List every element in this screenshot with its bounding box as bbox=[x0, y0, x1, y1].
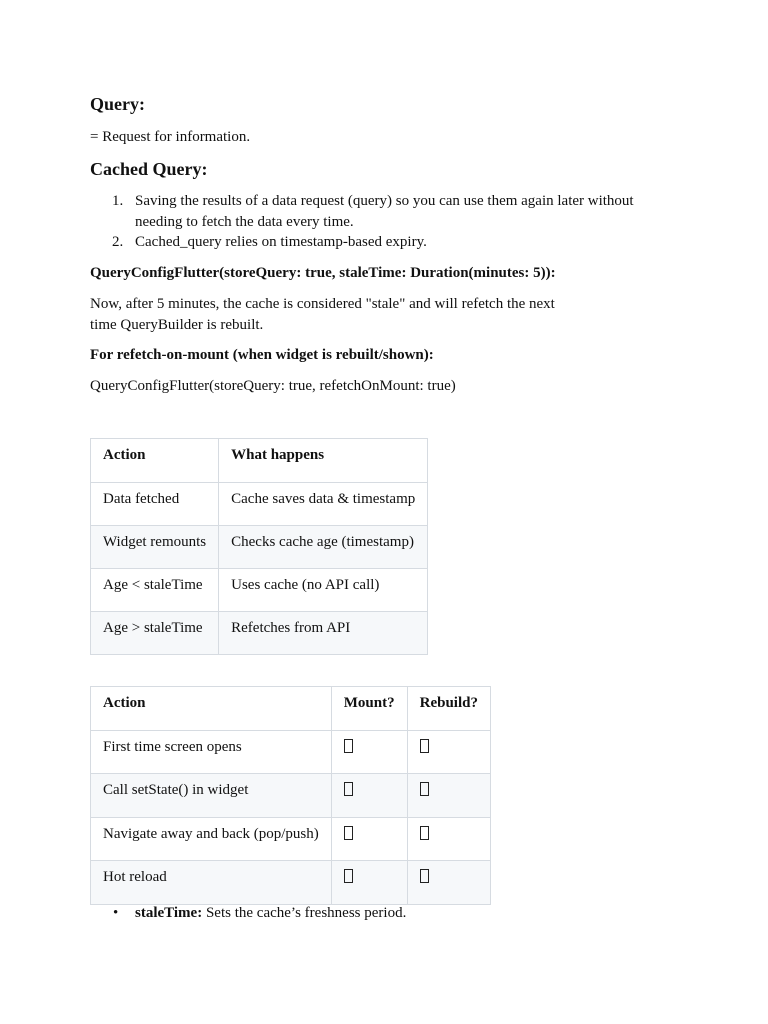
table-cell bbox=[331, 730, 407, 774]
cached-query-list bbox=[90, 191, 650, 253]
config-line: QueryConfigFlutter(storeQuery: true, staleTime: Duration(minutes: 5)): bbox=[90, 265, 556, 281]
table-cell: Refetches from API bbox=[219, 612, 428, 655]
missing-glyph-box-icon bbox=[420, 782, 429, 796]
cache-behavior-table bbox=[90, 438, 428, 655]
table-row bbox=[91, 612, 428, 655]
missing-glyph-box-icon bbox=[420, 739, 429, 753]
list-item bbox=[90, 903, 406, 923]
list-item bbox=[90, 232, 650, 253]
table-row bbox=[91, 483, 428, 526]
table-row bbox=[91, 817, 491, 861]
table-row bbox=[91, 774, 491, 818]
table-cell: Data fetched bbox=[91, 483, 219, 526]
list-item-text: Saving the results of a data request (query) so you can use them again later without needing to fetch the data every time. bbox=[135, 193, 634, 230]
stale-explanation: Now, after 5 minutes, the cache is considered "stale" and will refetch the next time QueryBuilder is rebuilt. bbox=[90, 296, 555, 333]
mount-rebuild-table bbox=[90, 686, 491, 905]
column-header-what-happens: What happens bbox=[219, 439, 428, 483]
table-cell: Age > staleTime bbox=[91, 612, 219, 655]
cached-query-heading: Cached Query: bbox=[90, 159, 208, 179]
table-cell: Navigate away and back (pop/push) bbox=[91, 817, 332, 861]
list-number: 2. bbox=[112, 234, 124, 250]
bullet-term: staleTime: bbox=[135, 905, 203, 921]
table-cell: Hot reload bbox=[91, 861, 332, 905]
column-header-action: Action bbox=[91, 439, 219, 483]
missing-glyph-box-icon bbox=[344, 826, 353, 840]
list-item-text: Cached_query relies on timestamp-based expiry. bbox=[135, 234, 427, 250]
table-cell bbox=[331, 861, 407, 905]
table-cell: Age < staleTime bbox=[91, 569, 219, 612]
table-row bbox=[91, 569, 428, 612]
table-cell: Widget remounts bbox=[91, 526, 219, 569]
bullet-text: Sets the cache’s freshness period. bbox=[202, 905, 407, 921]
list-number: 1. bbox=[112, 193, 124, 209]
table-row bbox=[91, 730, 491, 774]
table-cell: Uses cache (no API call) bbox=[219, 569, 428, 612]
missing-glyph-box-icon bbox=[344, 739, 353, 753]
query-definition: = Request for information. bbox=[90, 129, 251, 145]
table-header-row bbox=[91, 687, 491, 731]
table-cell: First time screen opens bbox=[91, 730, 332, 774]
table-cell bbox=[407, 861, 490, 905]
column-header-action: Action bbox=[91, 687, 332, 731]
table-cell bbox=[331, 817, 407, 861]
table-header-row bbox=[91, 439, 428, 483]
refetch-code-line: QueryConfigFlutter(storeQuery: true, refetchOnMount: true) bbox=[90, 378, 456, 394]
table-cell bbox=[407, 730, 490, 774]
table-cell: Checks cache age (timestamp) bbox=[219, 526, 428, 569]
refetch-heading: For refetch-on-mount (when widget is rebuilt/shown): bbox=[90, 347, 434, 363]
missing-glyph-box-icon bbox=[420, 869, 429, 883]
column-header-rebuild: Rebuild? bbox=[407, 687, 490, 731]
table-cell bbox=[407, 774, 490, 818]
missing-glyph-box-icon bbox=[344, 782, 353, 796]
table-row bbox=[91, 861, 491, 905]
missing-glyph-box-icon bbox=[344, 869, 353, 883]
table-cell: Cache saves data & timestamp bbox=[219, 483, 428, 526]
table-row bbox=[91, 526, 428, 569]
missing-glyph-box-icon bbox=[420, 826, 429, 840]
table-cell bbox=[407, 817, 490, 861]
column-header-mount: Mount? bbox=[331, 687, 407, 731]
list-item bbox=[90, 191, 650, 232]
bullet-icon: • bbox=[113, 905, 119, 921]
query-heading: Query: bbox=[90, 94, 145, 114]
table-cell: Call setState() in widget bbox=[91, 774, 332, 818]
bullet-list bbox=[90, 903, 406, 923]
table-cell bbox=[331, 774, 407, 818]
